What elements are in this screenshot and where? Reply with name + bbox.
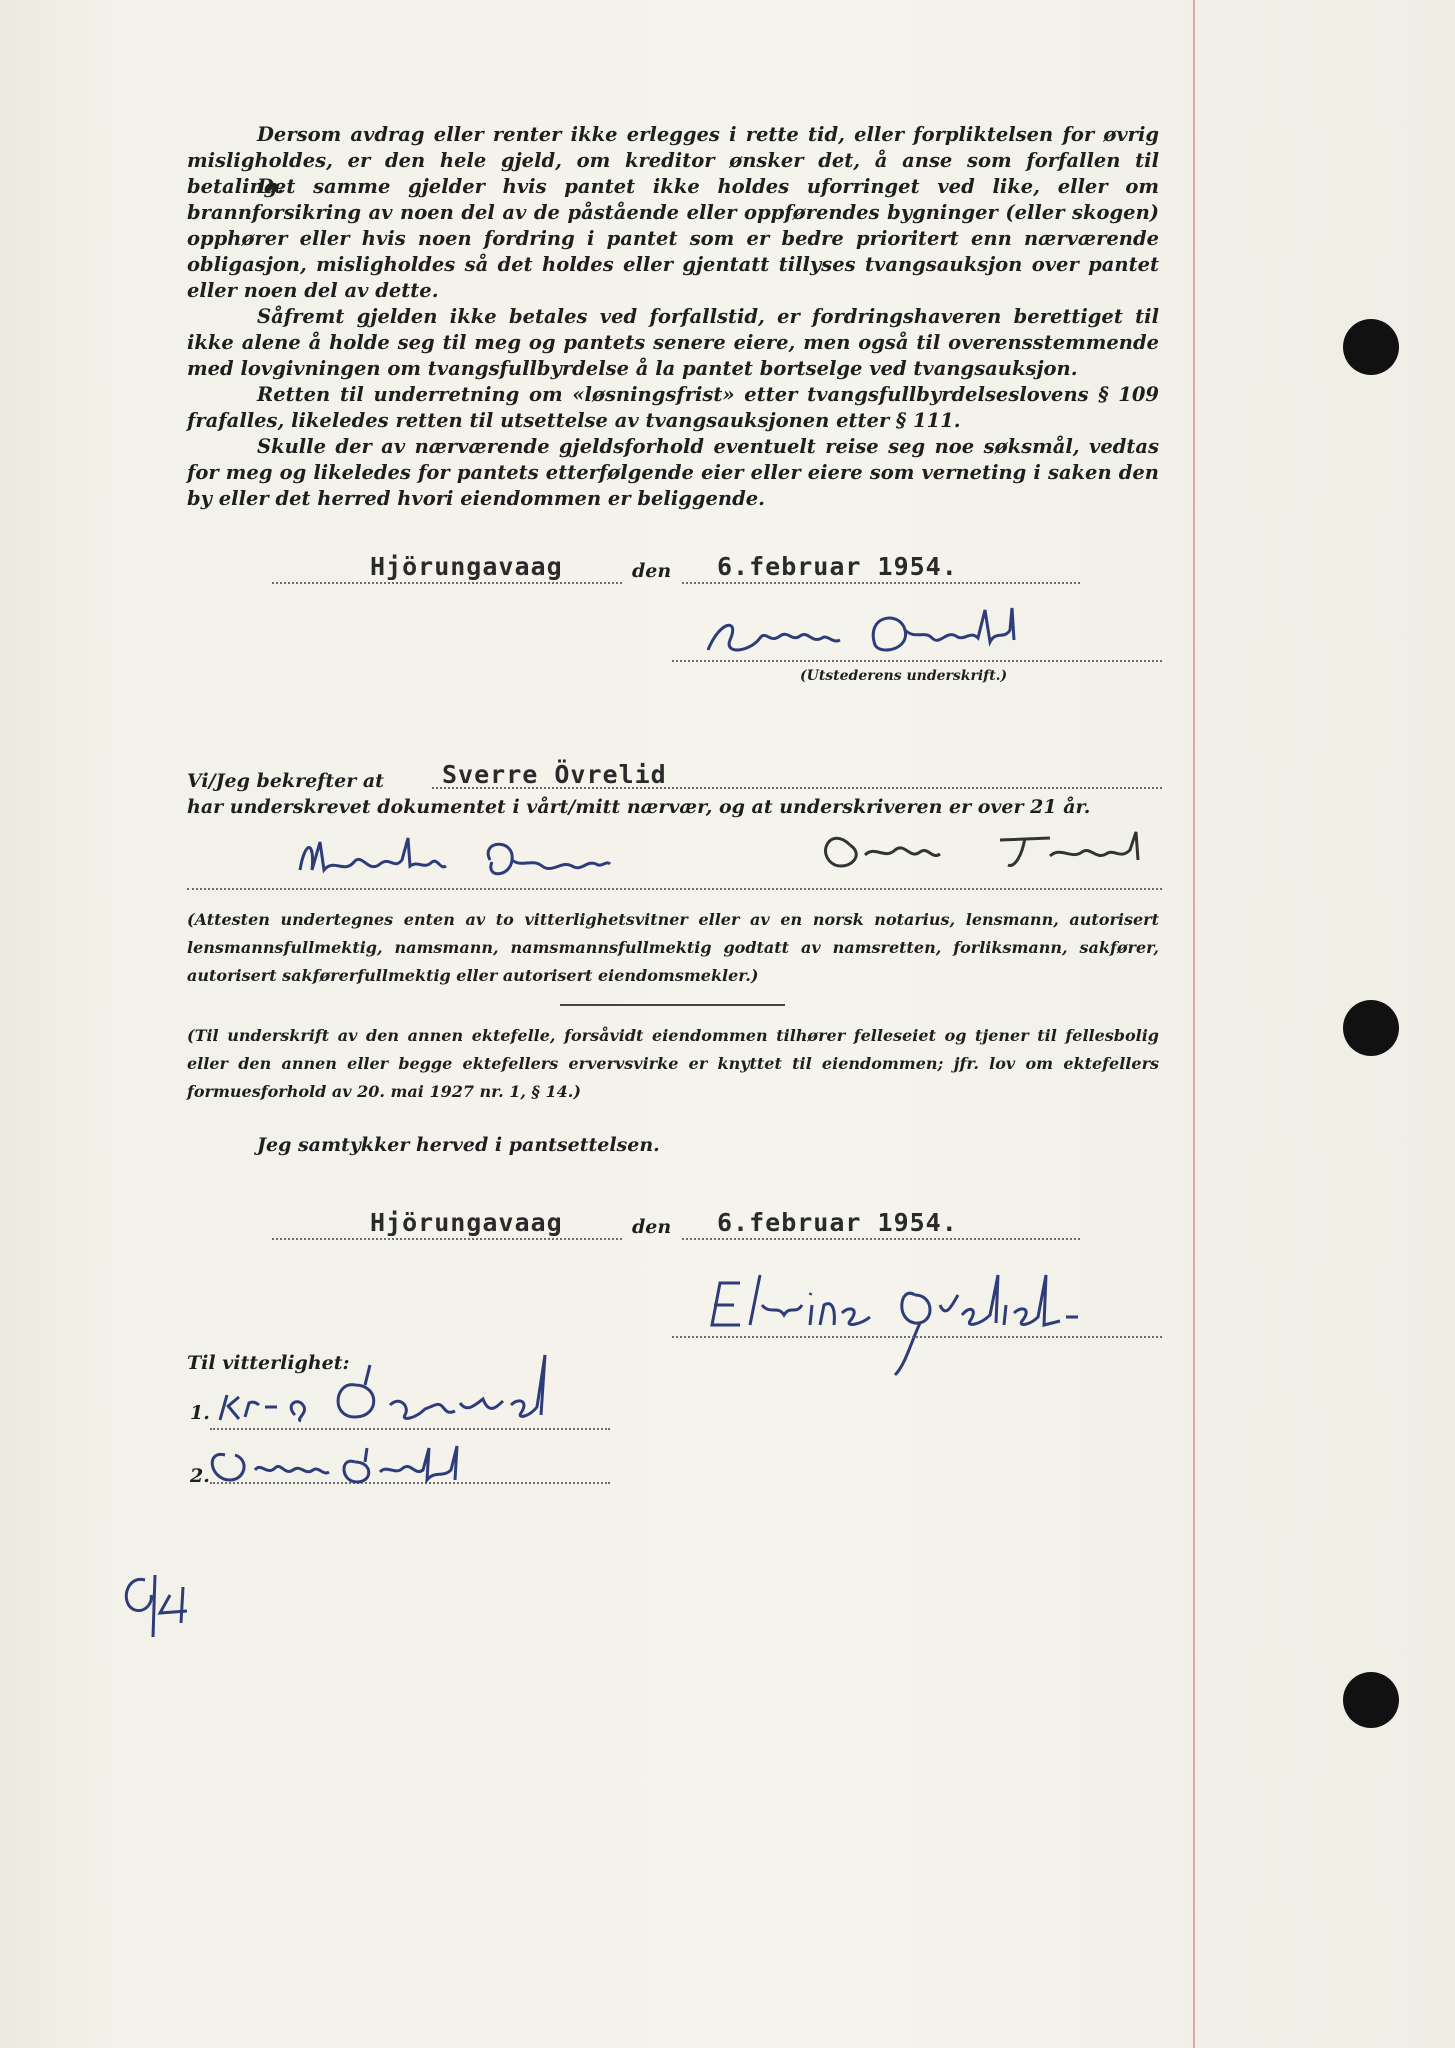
handwritten-initials xyxy=(115,1565,235,1649)
issuer-place-line xyxy=(272,582,622,584)
issuer-signature xyxy=(700,600,1070,674)
issuer-place: Hjörungavaag xyxy=(370,552,563,581)
attestation-prefix: Vi/Jeg bekrefter at xyxy=(187,770,384,792)
witness-heading: Til vitterlighet: xyxy=(187,1352,350,1374)
paragraph-default: Dersom avdrag eller renter ikke erlegges i rette tid, eller forpliktelsen for øvrig misligholdes, er den hele gjeld, om kreditor ønsker det, å anse som forfallen til betaling. xyxy=(187,123,1159,198)
spouse-place: Hjörungavaag xyxy=(370,1208,563,1237)
spouse-signature xyxy=(700,1265,1170,1389)
section-divider xyxy=(560,1004,785,1006)
attestation-note: (Attesten undertegnes enten av to vitterlighetsvitner eller av en norsk notarius, lensmann, autorisert lensmannsfullmektig, namsmann, namsmannsfullmektig godtatt av namsretten, forliksmann, sakfører, autorisert sakførerfullmektig eller autorisert eiendomsmekler.) xyxy=(187,910,1159,985)
spouse-note: (Til underskrift av den annen ektefelle, forsåvidt eiendommen tilhører felleseiet og tjener til fellesbolig eller den annen eller begge ektefellers ervervsvirke er knyttet til eiendommen; jfr. lov om ektefellers formuesforhold av 20. mai 1927 nr. 1, § 14.) xyxy=(187,1026,1159,1101)
spouse-signature-line xyxy=(672,1336,1162,1338)
paragraph-notice: Retten til underretning om «løsningsfrist» etter tvangsfullbyrdelseslovens § 109 frafalles, likeledes retten til utsettelse av tvangsauksjonen etter § 111. xyxy=(187,383,1159,432)
punch-hole-middle xyxy=(1343,1000,1399,1056)
attestation-witness-line xyxy=(187,888,1162,890)
attestation-signer-name: Sverre Övrelid xyxy=(442,760,667,789)
issuer-signature-caption: (Utstederens underskrift.) xyxy=(800,668,1008,684)
witness-number-1: 1. xyxy=(190,1402,210,1424)
witness-signature-2 xyxy=(205,1440,545,1494)
spouse-consent: Jeg samtykker herved i pantsettelsen. xyxy=(257,1134,660,1156)
red-margin-line xyxy=(1193,0,1195,2048)
paragraph-pledge-maintenance: Det samme gjelder hvis pantet ikke holdes uforringet ved like, eller om brannforsikring av noen del av de påstående eller oppførendes bygninger (eller skogen) opphører eller hvis noen fordring i pantet som er bedre prioritert enn nærværende obligasjon, misligholdes så det holdes eller gjentatt tillyses tvangsauksjon over pantet eller noen del av dette. xyxy=(187,175,1159,302)
attestation-witness-signature-1 xyxy=(290,830,710,894)
issuer-date: 6.februar 1954. xyxy=(717,552,958,581)
witness-signature-1 xyxy=(205,1345,645,1429)
spouse-place-line xyxy=(272,1238,622,1240)
paragraph-venue: Skulle der av nærværende gjeldsforhold eventuelt reise seg noe søksmål, vedtas for meg og likeledes for pantets etterfølgende eier eller eiere som verneting i saken den by eller det herred hvori eiendommen er beliggende. xyxy=(187,435,1159,510)
witness-number-2: 2. xyxy=(190,1465,210,1487)
issuer-signature-line xyxy=(672,660,1162,662)
attestation-statement: har underskrevet dokumentet i vårt/mitt nærvær, og at underskriveren er over 21 år. xyxy=(187,796,1091,818)
paragraph-forced-sale: Såfremt gjelden ikke betales ved forfallstid, er fordringshaveren berettiget til ikke alene å holde seg til meg og pantets senere eiere, men også til overensstemmende med lovgivningen om tvangsfullbyrdelse å la pantet bortselge ved tvangsauksjon. xyxy=(187,305,1159,380)
spouse-date: 6.februar 1954. xyxy=(717,1208,958,1237)
attestation-witness-signature-2 xyxy=(810,820,1200,884)
punch-hole-top xyxy=(1343,319,1399,375)
issuer-den-label: den xyxy=(632,560,672,582)
punch-hole-bottom xyxy=(1343,1672,1399,1728)
attestation-name-line xyxy=(432,787,1162,789)
spouse-den-label: den xyxy=(632,1216,672,1238)
spouse-date-line xyxy=(682,1238,1080,1240)
issuer-date-line xyxy=(682,582,1080,584)
